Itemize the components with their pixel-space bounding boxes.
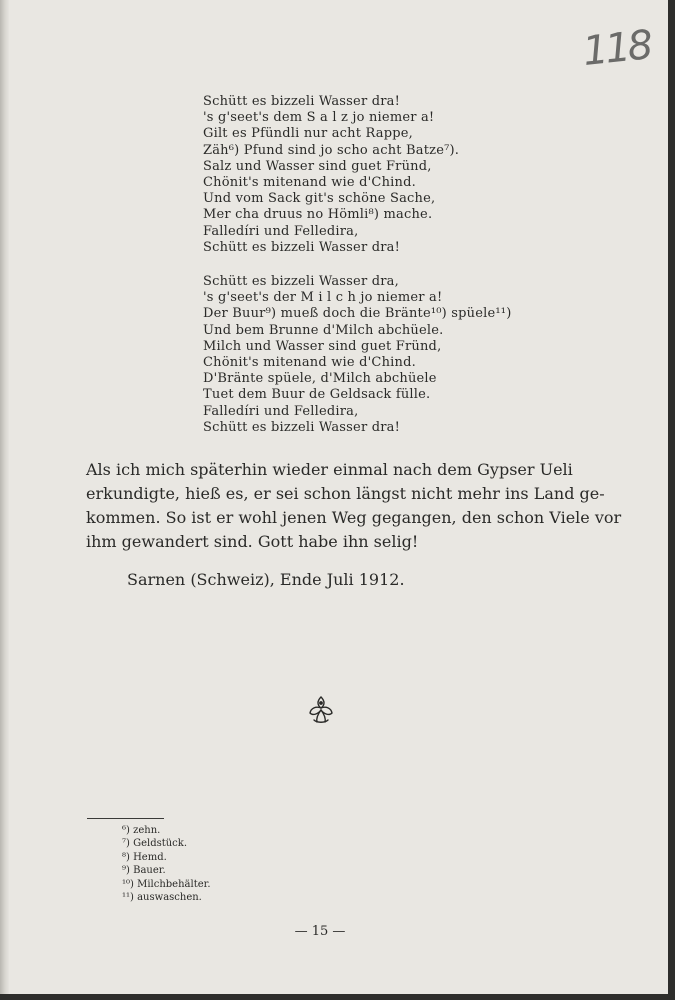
- verse-line: Zäh⁶) Pfund sind jo scho acht Batze⁷).: [203, 142, 460, 158]
- verse-line: Und bem Brunne d'Milch abchüele.: [203, 322, 444, 338]
- verse-line: Schütt es bizzeli Wasser dra!: [203, 94, 401, 109]
- scan-edge-bottom: [0, 994, 675, 1000]
- verse-line: Tuet dem Buur de Geldsack fülle.: [203, 387, 431, 403]
- paragraph-line: Als ich mich späterhin wieder einmal nach dem Gypser Ueli: [86, 460, 573, 479]
- paragraph-line: ihm gewandert sind. Gott habe ihn selig!: [86, 532, 419, 551]
- page-number: — 15 —: [294, 924, 346, 939]
- paragraph-line: kommen. So ist er wohl jenen Weg gegangen, den schon Viele vor: [86, 508, 622, 527]
- footnote: ⁶) zehn.: [122, 825, 161, 836]
- verse-line: Schütt es bizzeli Wasser dra!: [203, 239, 401, 255]
- verse-line: D'Bränte spüele, d'Milch abchüele: [203, 371, 437, 387]
- footnote: ⁸) Hemd.: [122, 851, 167, 863]
- footnotes: [122, 824, 211, 904]
- verse-line: Chönit's mitenand wie d'Chind.: [203, 355, 416, 371]
- verse-line: Milch und Wasser sind guet Fründ,: [203, 338, 442, 354]
- verse-line: Falledíri und Felledira,: [203, 223, 359, 239]
- poem-stanza-1: [203, 94, 533, 256]
- verse-line: Der Buur⁹) mueß doch die Bränte¹⁰) spüele¹¹): [203, 306, 512, 322]
- closing-paragraph: [86, 458, 622, 554]
- footnote: ⁷) Geldstück.: [122, 838, 188, 850]
- footnote: ⁹) Bauer.: [122, 865, 166, 877]
- verse-line: 's g'seet's der M i l c h jo niemer a!: [203, 290, 443, 306]
- verse-line: Gilt es Pfündli nur acht Rappe,: [203, 126, 413, 142]
- footnote: ¹¹) auswaschen.: [122, 892, 202, 904]
- footnote-separator: [87, 818, 164, 819]
- verse-line: Und vom Sack git's schöne Sache,: [203, 191, 436, 207]
- floral-vignette-icon: [305, 694, 337, 726]
- poem-stanza-2: [203, 274, 533, 436]
- verse-line: Schütt es bizzeli Wasser dra!: [203, 419, 401, 435]
- paragraph-line: erkundigte, hieß es, er sei schon längst nicht mehr ins Land ge-: [86, 484, 605, 503]
- verse-line: Mer cha druus no Hömli⁸) mache.: [203, 207, 433, 223]
- footnote: ¹⁰) Milchbehälter.: [122, 878, 211, 890]
- verse-line: Chönit's mitenand wie d'Chind.: [203, 175, 416, 191]
- verse-line: Salz und Wasser sind guet Fründ,: [203, 158, 432, 174]
- scan-edge-right: [668, 0, 675, 1000]
- verse-line: 's g'seet's dem S a l z jo niemer a!: [203, 110, 435, 126]
- place-date-line: Sarnen (Schweiz), Ende Juli 1912.: [127, 570, 405, 589]
- verse-line: Schütt es bizzeli Wasser dra,: [203, 274, 399, 289]
- handwritten-folio-number: 118: [580, 22, 653, 76]
- verse-line: Falledíri und Felledira,: [203, 403, 359, 419]
- binding-gutter: [0, 0, 9, 1000]
